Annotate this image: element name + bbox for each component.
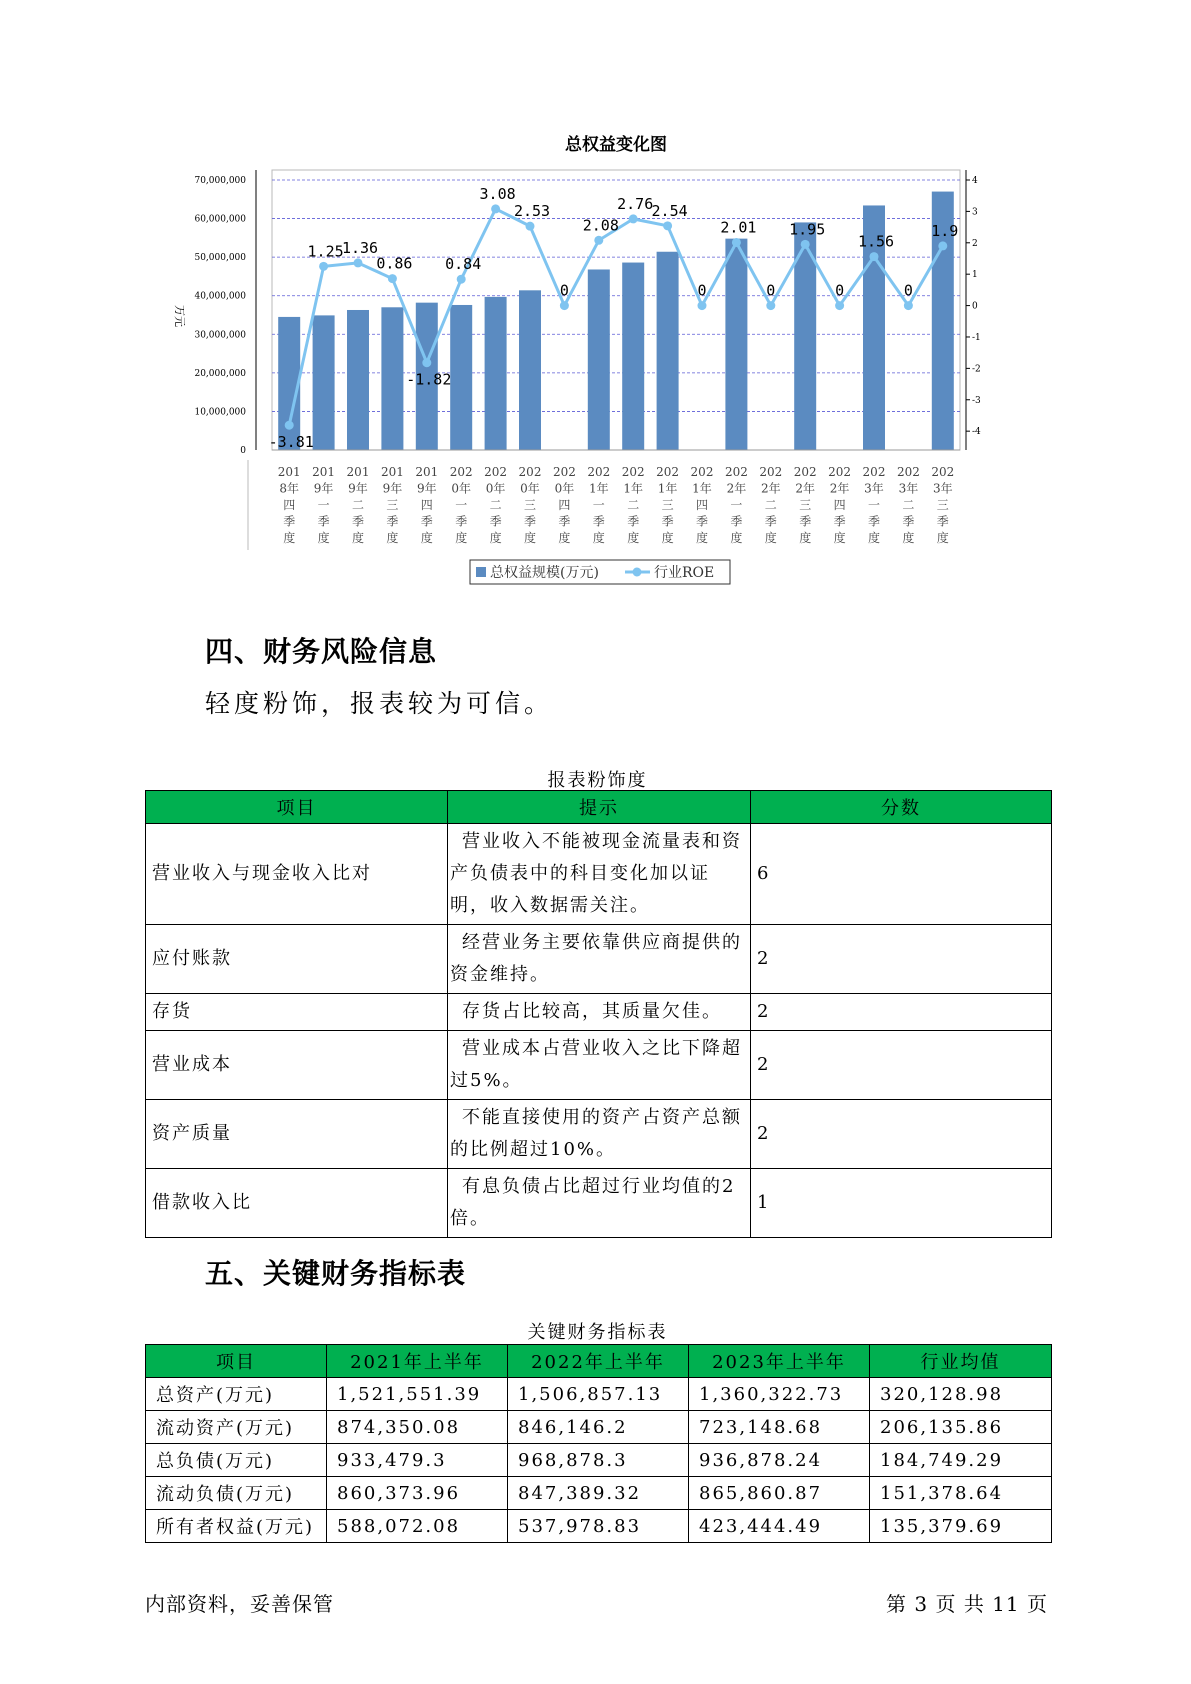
table-cell: 723,148.68 xyxy=(689,1411,870,1444)
row-score: 6 xyxy=(751,824,1052,925)
roe-data-label: 1.95 xyxy=(789,220,826,239)
row-item: 营业成本 xyxy=(146,1031,448,1100)
row-hint: 营业成本占营业收入之比下降超过5%。 xyxy=(448,1031,751,1100)
x-tick-label: 202 0年一季度 xyxy=(449,465,473,545)
table-cell: 968,878.3 xyxy=(508,1444,689,1477)
table-cell: 1,506,857.13 xyxy=(508,1378,689,1411)
roe-point xyxy=(457,275,466,284)
roe-data-label: 0.86 xyxy=(376,254,413,273)
bar xyxy=(450,305,472,450)
roe-point xyxy=(904,301,913,310)
table-cell: 846,146.2 xyxy=(508,1411,689,1444)
roe-point xyxy=(491,204,500,213)
x-tick-label: 202 1年四季度 xyxy=(690,465,714,545)
roe-point xyxy=(663,221,672,230)
bar xyxy=(588,269,610,450)
roe-data-label: -1.82 xyxy=(406,370,452,389)
x-tick-label: 202 3年二季度 xyxy=(896,465,920,545)
row-item: 存货 xyxy=(146,994,448,1031)
y-tick-label: 50,000,000 xyxy=(194,253,246,264)
x-tick-label: 202 2年三季度 xyxy=(793,465,817,545)
roe-data-label: 2.53 xyxy=(513,202,551,221)
roe-data-label: 3.08 xyxy=(479,184,516,203)
x-tick-label: 202 0年三季度 xyxy=(518,465,542,545)
table-cell: 588,072.08 xyxy=(327,1510,508,1543)
roe-data-label: 1.25 xyxy=(307,242,344,261)
row-hint: 经营业务主要依靠供应商提供的资金维持。 xyxy=(448,925,751,994)
key-indicators-table xyxy=(145,1344,1052,1543)
row-hint: 不能直接使用的资产占资产总额的比例超过10%。 xyxy=(448,1100,751,1169)
y2-tick-label: 0 xyxy=(972,301,978,312)
table-row xyxy=(146,1477,1052,1510)
table-cell: 1,521,551.39 xyxy=(327,1378,508,1411)
roe-point xyxy=(319,262,328,271)
roe-data-label: 0 xyxy=(835,281,845,300)
section5-title: 五、关键财务指标表 xyxy=(205,1257,467,1290)
plot-frame xyxy=(272,170,960,450)
table-row xyxy=(146,1411,1052,1444)
roe-point xyxy=(766,301,775,310)
roe-data-label: 0 xyxy=(903,281,913,300)
column-header: 2023年上半年 xyxy=(689,1345,870,1378)
roe-data-label: 2.76 xyxy=(617,194,654,213)
table-header-row xyxy=(146,791,1052,824)
row-score: 2 xyxy=(751,1031,1052,1100)
roe-data-label: 2.01 xyxy=(720,218,757,237)
y2-tick-label: 4 xyxy=(972,176,978,186)
legend-bar-swatch xyxy=(476,567,486,577)
roe-point xyxy=(354,258,363,267)
roe-data-label: 0.84 xyxy=(445,255,482,274)
roe-point xyxy=(388,274,397,283)
x-tick-label: 202 1年二季度 xyxy=(621,465,645,545)
y2-tick-label: -2 xyxy=(972,364,981,375)
roe-point xyxy=(526,222,535,231)
row-item: 借款收入比 xyxy=(146,1169,448,1238)
column-header: 2022年上半年 xyxy=(508,1345,689,1378)
y-tick-label: 30,000,000 xyxy=(194,330,246,341)
table-row xyxy=(146,1169,1052,1238)
x-tick-label: 201 9年二季度 xyxy=(346,465,370,545)
y-tick-label: 40,000,000 xyxy=(194,291,246,302)
table-cell: 423,444.49 xyxy=(689,1510,870,1543)
table-row xyxy=(146,1378,1052,1411)
legend-line-marker xyxy=(633,568,642,577)
table-cell: 流动资产(万元) xyxy=(146,1411,327,1444)
table-cell: 936,878.24 xyxy=(689,1444,870,1477)
column-header: 项目 xyxy=(146,791,448,824)
bar xyxy=(313,315,335,450)
table-row xyxy=(146,824,1052,925)
row-score: 2 xyxy=(751,1100,1052,1169)
row-hint: 营业收入不能被现金流量表和资产负债表中的科目变化加以证明，收入数据需关注。 xyxy=(448,824,751,925)
x-tick-label: 201 9年三季度 xyxy=(380,465,404,545)
y-tick-label: 0 xyxy=(240,446,246,456)
roe-point xyxy=(732,238,741,247)
table-row xyxy=(146,1031,1052,1100)
column-header: 分数 xyxy=(751,791,1052,824)
table-header-row xyxy=(146,1345,1052,1378)
table-row xyxy=(146,1510,1052,1543)
x-tick-label: 201 9年一季度 xyxy=(312,465,336,545)
table-cell: 流动负债(万元) xyxy=(146,1477,327,1510)
y-axis-label: 万元 xyxy=(173,305,186,327)
table-cell: 847,389.32 xyxy=(508,1477,689,1510)
table-row xyxy=(146,1444,1052,1477)
y-tick-label: 70,000,000 xyxy=(194,176,246,186)
row-score: 2 xyxy=(751,994,1052,1031)
legend-bar-label: 总权益规模(万元) xyxy=(490,565,599,581)
table-cell: 206,135.86 xyxy=(870,1411,1052,1444)
roe-data-label: 2.08 xyxy=(582,216,619,235)
roe-point xyxy=(560,301,569,310)
column-header: 2021年上半年 xyxy=(327,1345,508,1378)
y2-tick-label: -3 xyxy=(972,395,981,406)
roe-data-label: 1.56 xyxy=(857,232,895,251)
roe-data-label: 1.36 xyxy=(341,238,379,257)
table-cell: 184,749.29 xyxy=(870,1444,1052,1477)
footer-page-number: 第 3 页 共 11 页 xyxy=(886,1592,1048,1616)
bar xyxy=(347,310,369,450)
roe-data-label: 0 xyxy=(559,281,569,300)
column-header: 行业均值 xyxy=(870,1345,1052,1378)
section4-summary: 轻度粉饰，报表较为可信。 xyxy=(205,689,554,718)
x-tick-label: 202 1年三季度 xyxy=(656,465,680,545)
x-tick-label: 202 3年一季度 xyxy=(862,465,886,545)
equity-chart-svg xyxy=(150,130,981,600)
table-row xyxy=(146,1100,1052,1169)
equity-chart xyxy=(150,130,981,600)
x-tick-label: 202 0年二季度 xyxy=(484,465,508,545)
table-cell: 860,373.96 xyxy=(327,1477,508,1510)
whitewash-table xyxy=(145,790,1052,1238)
row-hint: 存货占比较高，其质量欠佳。 xyxy=(448,994,751,1031)
row-item: 营业收入与现金收入比对 xyxy=(146,824,448,925)
roe-data-label: 0 xyxy=(766,281,776,300)
table-row xyxy=(146,925,1052,994)
chart-title: 总权益变化图 xyxy=(565,135,667,155)
roe-point xyxy=(698,301,707,310)
bar xyxy=(519,290,541,450)
x-tick-label: 202 2年四季度 xyxy=(828,465,852,545)
table1-caption: 报表粉饰度 xyxy=(547,770,648,791)
x-tick-label: 202 2年一季度 xyxy=(724,465,748,545)
table-cell: 所有者权益(万元) xyxy=(146,1510,327,1543)
roe-point xyxy=(422,358,431,367)
y2-tick-label: 2 xyxy=(972,238,978,249)
column-header: 项目 xyxy=(146,1345,327,1378)
bar xyxy=(725,239,747,450)
row-item: 应付账款 xyxy=(146,925,448,994)
roe-data-label: 1.9 xyxy=(931,221,959,240)
x-tick-label: 202 2年二季度 xyxy=(759,465,783,545)
y2-tick-label: -1 xyxy=(972,332,981,343)
table-cell: 320,128.98 xyxy=(870,1378,1052,1411)
y-tick-label: 10,000,000 xyxy=(194,407,246,418)
bar xyxy=(381,307,403,450)
row-score: 2 xyxy=(751,925,1052,994)
bar xyxy=(622,263,644,450)
legend-line-label: 行业ROE xyxy=(654,565,715,581)
roe-point xyxy=(801,240,810,249)
roe-point xyxy=(938,241,947,250)
roe-point xyxy=(629,214,638,223)
roe-point xyxy=(594,236,603,245)
bar xyxy=(485,297,507,450)
x-tick-label: 201 9年四季度 xyxy=(415,465,439,545)
table-cell: 总负债(万元) xyxy=(146,1444,327,1477)
y2-tick-label: -4 xyxy=(972,427,981,438)
row-hint: 有息负债占比超过行业均值的2倍。 xyxy=(448,1169,751,1238)
roe-point xyxy=(870,252,879,261)
footer-left: 内部资料，妥善保管 xyxy=(145,1592,334,1616)
roe-point xyxy=(835,301,844,310)
roe-point xyxy=(285,421,294,430)
roe-data-label: 0 xyxy=(697,281,707,300)
table-cell: 总资产(万元) xyxy=(146,1378,327,1411)
row-score: 1 xyxy=(751,1169,1052,1238)
bar xyxy=(657,252,679,450)
section4-title: 四、财务风险信息 xyxy=(205,635,438,668)
table-cell: 933,479.3 xyxy=(327,1444,508,1477)
y2-tick-label: 1 xyxy=(972,270,978,281)
y-tick-label: 20,000,000 xyxy=(194,368,246,379)
row-item: 资产质量 xyxy=(146,1100,448,1169)
table-cell: 865,860.87 xyxy=(689,1477,870,1510)
x-tick-label: 202 3年三季度 xyxy=(931,465,955,545)
x-tick-label: 202 1年一季度 xyxy=(587,465,611,545)
table-row xyxy=(146,994,1052,1031)
table2-caption: 关键财务指标表 xyxy=(527,1322,668,1343)
table-cell: 1,360,322.73 xyxy=(689,1378,870,1411)
table-cell: 874,350.08 xyxy=(327,1411,508,1444)
table-cell: 135,379.69 xyxy=(870,1510,1052,1543)
y-tick-label: 60,000,000 xyxy=(194,214,246,225)
column-header: 提示 xyxy=(448,791,751,824)
roe-data-label: -3.81 xyxy=(268,433,314,452)
x-tick-label: 201 8年四季度 xyxy=(277,465,301,545)
y2-tick-label: 3 xyxy=(972,207,978,218)
table-cell: 151,378.64 xyxy=(870,1477,1052,1510)
roe-data-label: 2.54 xyxy=(651,201,688,220)
table-cell: 537,978.83 xyxy=(508,1510,689,1543)
x-tick-label: 202 0年四季度 xyxy=(552,465,576,545)
